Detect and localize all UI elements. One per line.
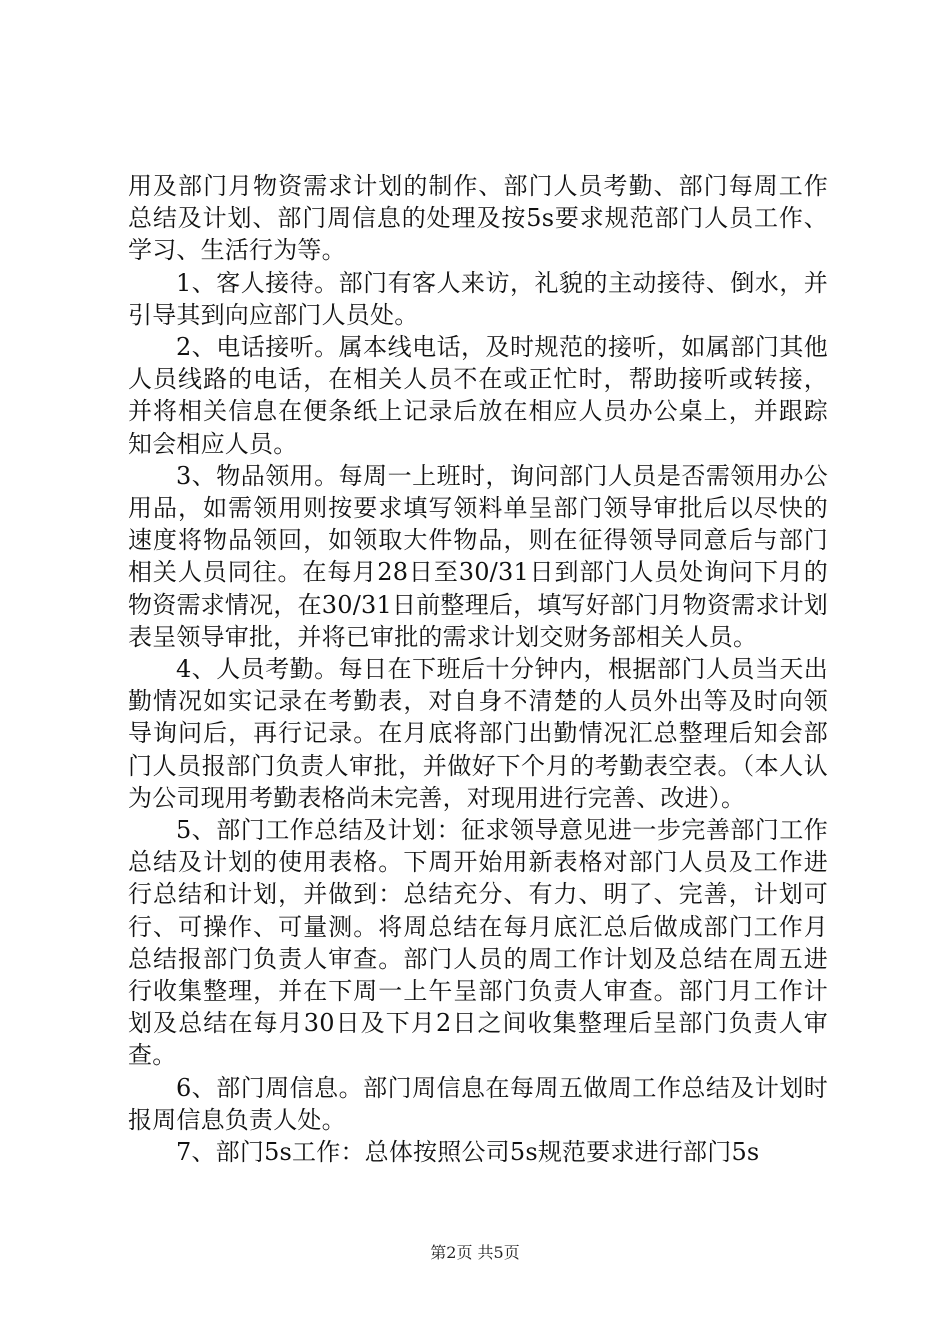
paragraph-work-summary-plan: 5、部门工作总结及计划：征求领导意见进一步完善部门工作总结及计划的使用表格。下周开始用新表格对部门人员及工作进行总结和计划，并做到：总结充分、有力、明了、完善，计划可行、可操作、可量测。将周总结在每月底汇总后做成部门工作月总结报部门负责人审查。部门人员的周工作计划及总结在周五进行收集整理，并在下周一上午呈部门负责人审查。部门月工作计划及总结在每月30日及下月2日之间收集整理后呈部门负责人审查。 xyxy=(128,816,828,1070)
paragraph-phone-answering: 2、电话接听。属本线电话，及时规范的接听，如属部门其他人员线路的电话，在相关人员不在或正忙时，帮助接听或转接，并将相关信息在便条纸上记录后放在相应人员办公桌上，并跟踪知会相应人员。 xyxy=(128,333,828,458)
page-number-footer: 第2页 共5页 xyxy=(430,1243,520,1262)
paragraph-guest-reception: 1、客人接待。部门有客人来访，礼貌的主动接待、倒水，并引导其到向应部门人员处。 xyxy=(128,268,828,329)
paragraph-supplies-requisition: 3、物品领用。每周一上班时，询问部门人员是否需领用办公用品，如需领用则按要求填写领料单呈部门领导审批后以尽快的速度将物品领回，如领取大件物品，则在征得领导同意后与部门相关人员同往。在每月28日至30/31日到部门人员处询问下月的物资需求情况，在30/31日前整理后，填写好部门月物资需求计划表呈领导审批，并将已审批的需求计划交财务部相关人员。 xyxy=(128,461,828,651)
paragraph-5s-work: 7、部门5s工作：总体按照公司5s规范要求进行部门5s xyxy=(176,1138,760,1167)
paragraph-weekly-info: 6、部门周信息。部门周信息在每周五做周工作总结及计划时报周信息负责人处。 xyxy=(128,1073,828,1134)
paragraph-attendance: 4、人员考勤。每日在下班后十分钟内，根据部门人员当天出勤情况如实记录在考勤表，对自身不清楚的人员外出等及时向领导询问后，再行记录。在月底将部门出勤情况汇总整理后知会部门人员报部门负责人审批，并做好下个月的考勤表空表。（本人认为公司现用考勤表格尚未完善，对现用进行完善、改进）。 xyxy=(128,655,828,812)
paragraph-intro: 用及部门月物资需求计划的制作、部门人员考勤、部门每周工作总结及计划、部门周信息的处理及按5s要求规范部门人员工作、学习、生活行为等。 xyxy=(128,172,828,265)
document-body xyxy=(128,170,828,1168)
